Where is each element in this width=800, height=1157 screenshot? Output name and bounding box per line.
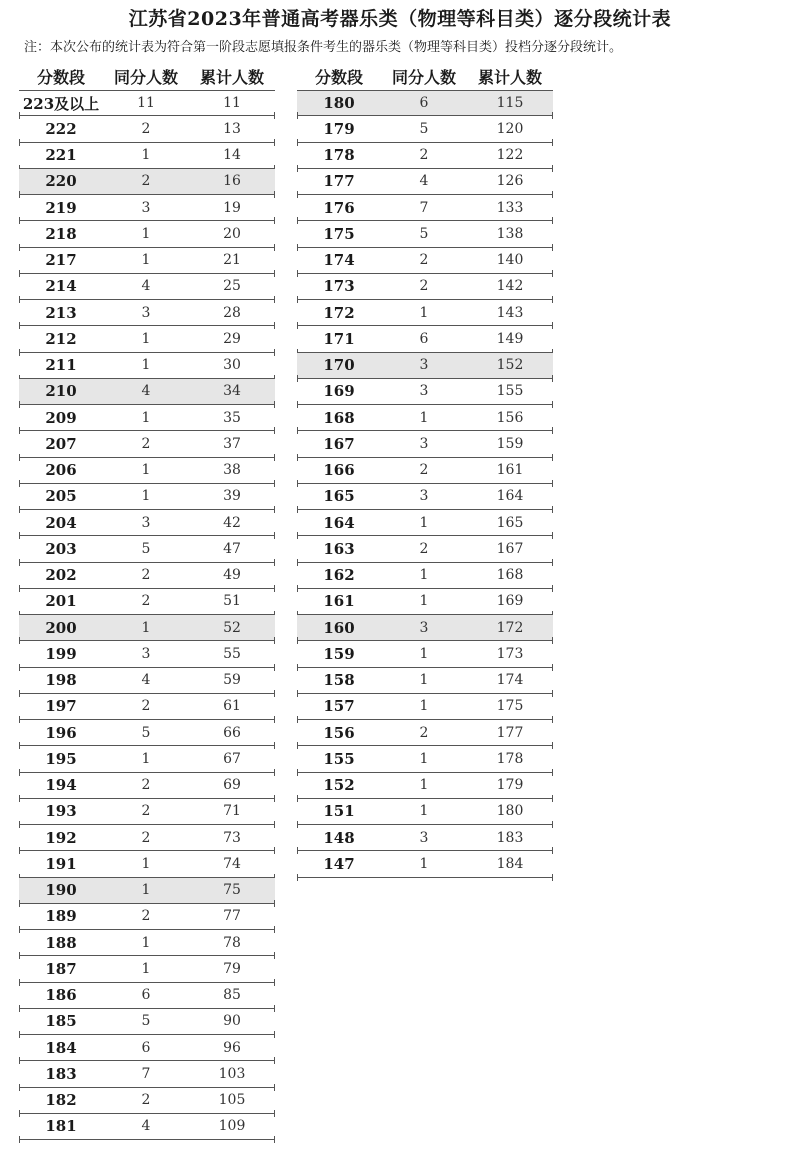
table-row [297,773,553,799]
cumulative-count-cell: 142 [496,278,524,295]
same-count-cell: 2 [141,567,151,584]
same-count-cell: 7 [141,1065,151,1082]
cumulative-count-cell: 38 [223,462,241,479]
cumulative-count-cell: 34 [223,383,241,400]
table-row [297,563,553,589]
same-count-cell: 1 [419,750,429,767]
score-cell: 155 [323,749,355,768]
score-cell: 213 [45,303,77,322]
table-row [19,248,275,274]
cumulative-count-cell: 96 [223,1039,241,1056]
table-row [19,431,275,457]
table-row [19,510,275,536]
table-row [19,195,275,221]
score-cell: 202 [45,566,77,585]
same-count-cell: 6 [419,330,429,347]
same-count-cell: 1 [141,357,151,374]
table-row [19,484,275,510]
table-row [297,379,553,405]
same-count-cell: 2 [419,462,429,479]
same-count-cell: 1 [141,225,151,242]
table-row [19,641,275,667]
cumulative-count-cell: 69 [223,777,241,794]
same-count-cell: 3 [419,357,429,374]
cumulative-count-cell: 140 [496,252,524,269]
score-cell: 172 [323,303,355,322]
same-count-cell: 2 [141,1092,151,1109]
score-cell: 189 [45,907,77,926]
score-cell: 171 [323,329,355,348]
cumulative-count-cell: 51 [223,593,241,610]
cumulative-count-cell: 120 [496,120,524,137]
cumulative-count-cell: 79 [223,960,241,977]
table-row [19,563,275,589]
same-count-cell: 5 [419,120,429,137]
table-note: 注：本次公布的统计表为符合第一阶段志愿填报条件考生的器乐类（物理等科目类）投档分逐分段统计。 [24,40,623,55]
cumulative-count-cell: 49 [223,567,241,584]
table-row [19,956,275,982]
same-count-cell: 5 [141,540,151,557]
score-cell: 180 [323,94,355,113]
score-cell: 173 [323,277,355,296]
table-row [19,536,275,562]
score-cell: 170 [323,356,355,375]
cumulative-count-cell: 19 [223,199,241,216]
same-count-cell: 3 [141,645,151,662]
same-count-cell: 6 [419,95,429,112]
table-row [297,668,553,694]
table-row [19,1088,275,1114]
table-row [19,90,275,116]
header-same-count: 同分人数 [113,67,178,87]
table-row [19,904,275,930]
same-count-cell: 2 [141,777,151,794]
cumulative-count-cell: 149 [496,330,524,347]
table-row [19,405,275,431]
cumulative-count-cell: 85 [223,987,241,1004]
table-row [297,799,553,825]
table-row [19,1009,275,1035]
same-count-cell: 6 [141,987,151,1004]
cumulative-count-cell: 90 [223,1013,241,1030]
table-row [297,458,553,484]
score-cell: 198 [45,671,77,690]
same-count-cell: 4 [141,278,151,295]
same-count-cell: 5 [141,1013,151,1030]
table-row [19,589,275,615]
score-cell: 204 [45,513,77,532]
same-count-cell: 2 [141,908,151,925]
table-row [19,221,275,247]
cumulative-count-cell: 155 [496,383,524,400]
cumulative-count-cell: 71 [223,803,241,820]
table-row [19,615,275,641]
same-count-cell: 4 [141,383,151,400]
same-count-cell: 1 [141,750,151,767]
same-count-cell: 2 [419,724,429,741]
same-count-cell: 1 [419,855,429,872]
cumulative-count-cell: 37 [223,435,241,452]
score-cell: 207 [45,434,77,453]
cumulative-count-cell: 183 [496,829,524,846]
cumulative-count-cell: 143 [496,304,524,321]
table-row [19,983,275,1009]
same-count-cell: 1 [419,803,429,820]
score-cell: 184 [45,1038,77,1057]
same-count-cell: 2 [419,147,429,164]
table-row [297,484,553,510]
table-row [19,668,275,694]
same-count-cell: 1 [419,777,429,794]
table-row [297,405,553,431]
score-cell: 199 [45,644,77,663]
score-cell: 223及以上 [22,94,100,113]
same-count-cell: 2 [141,173,151,190]
table-row [297,510,553,536]
score-cell: 209 [45,408,77,427]
score-cell: 175 [323,224,355,243]
cumulative-count-cell: 35 [223,409,241,426]
score-cell: 176 [323,198,355,217]
cumulative-count-cell: 55 [223,645,241,662]
score-cell: 161 [323,592,355,611]
table-row [19,1061,275,1087]
table-row [297,746,553,772]
cumulative-count-cell: 184 [496,855,524,872]
table-row [297,169,553,195]
table-row [19,458,275,484]
table-row [297,116,553,142]
cumulative-count-cell: 67 [223,750,241,767]
same-count-cell: 1 [419,567,429,584]
same-count-cell: 1 [419,304,429,321]
score-cell: 221 [45,146,77,165]
score-cell: 167 [323,434,355,453]
cumulative-count-cell: 14 [223,147,241,164]
table-row [19,694,275,720]
cumulative-count-cell: 179 [496,777,524,794]
score-cell: 186 [45,986,77,1005]
score-cell: 194 [45,776,77,795]
same-count-cell: 1 [419,672,429,689]
cumulative-count-cell: 28 [223,304,241,321]
score-cell: 183 [45,1064,77,1083]
table-row [19,143,275,169]
cumulative-count-cell: 175 [496,698,524,715]
score-cell: 203 [45,539,77,558]
score-table-left [19,62,275,1140]
same-count-cell: 1 [419,645,429,662]
table-row [19,116,275,142]
same-count-cell: 3 [419,829,429,846]
header-score-range: 分数段 [36,67,85,87]
same-count-cell: 2 [141,120,151,137]
score-cell: 197 [45,697,77,716]
cumulative-count-cell: 105 [218,1092,246,1109]
table-row [297,536,553,562]
cumulative-count-cell: 66 [223,724,241,741]
cumulative-count-cell: 173 [496,645,524,662]
score-cell: 218 [45,224,77,243]
cumulative-count-cell: 13 [223,120,241,137]
cumulative-count-cell: 42 [223,514,241,531]
score-cell: 212 [45,329,77,348]
cumulative-count-cell: 78 [223,934,241,951]
table-row [19,1035,275,1061]
score-cell: 147 [323,854,355,873]
table-row [297,615,553,641]
same-count-cell: 3 [141,304,151,321]
header-cumulative-count: 累计人数 [477,67,542,87]
score-cell: 151 [323,802,355,821]
cumulative-count-cell: 174 [496,672,524,689]
cumulative-count-cell: 133 [496,199,524,216]
same-count-cell: 1 [419,593,429,610]
table-row [19,1114,275,1140]
header-cumulative-count: 累计人数 [199,67,264,87]
score-cell: 163 [323,539,355,558]
score-cell: 174 [323,251,355,270]
table-row [297,825,553,851]
score-cell: 190 [45,881,77,900]
table-row [19,851,275,877]
cumulative-count-cell: 39 [223,488,241,505]
same-count-cell: 1 [419,698,429,715]
same-count-cell: 2 [141,829,151,846]
same-count-cell: 3 [419,488,429,505]
score-cell: 191 [45,854,77,873]
cumulative-count-cell: 52 [223,619,241,636]
table-row [19,773,275,799]
same-count-cell: 1 [141,147,151,164]
score-cell: 206 [45,461,77,480]
table-row [297,221,553,247]
table-row [297,143,553,169]
same-count-cell: 4 [419,173,429,190]
table-row [297,694,553,720]
score-cell: 162 [323,566,355,585]
score-cell: 188 [45,933,77,952]
same-count-cell: 3 [419,383,429,400]
cumulative-count-cell: 59 [223,672,241,689]
cumulative-count-cell: 164 [496,488,524,505]
cumulative-count-cell: 47 [223,540,241,557]
cumulative-count-cell: 20 [223,225,241,242]
header-same-count: 同分人数 [391,67,456,87]
score-cell: 220 [45,172,77,191]
cumulative-count-cell: 138 [496,225,524,242]
score-cell: 169 [323,382,355,401]
score-cell: 148 [323,828,355,847]
cumulative-count-cell: 177 [496,724,524,741]
cumulative-count-cell: 77 [223,908,241,925]
same-count-cell: 2 [419,540,429,557]
score-cell: 166 [323,461,355,480]
same-count-cell: 1 [419,409,429,426]
table-header [297,62,553,90]
table-row [297,300,553,326]
table-row [19,326,275,352]
table-row [297,431,553,457]
table-row [19,720,275,746]
score-cell: 193 [45,802,77,821]
table-row [19,878,275,904]
score-cell: 179 [323,119,355,138]
same-count-cell: 2 [141,593,151,610]
cumulative-count-cell: 25 [223,278,241,295]
same-count-cell: 3 [141,514,151,531]
table-row [19,169,275,195]
score-cell: 217 [45,251,77,270]
score-cell: 185 [45,1012,77,1031]
cumulative-count-cell: 178 [496,750,524,767]
score-cell: 152 [323,776,355,795]
cumulative-count-cell: 30 [223,357,241,374]
same-count-cell: 2 [419,252,429,269]
same-count-cell: 1 [419,514,429,531]
same-count-cell: 2 [141,803,151,820]
cumulative-count-cell: 73 [223,829,241,846]
cumulative-count-cell: 16 [223,173,241,190]
cumulative-count-cell: 180 [496,803,524,820]
cumulative-count-cell: 169 [496,593,524,610]
same-count-cell: 2 [141,435,151,452]
score-cell: 182 [45,1091,77,1110]
score-cell: 156 [323,723,355,742]
score-cell: 196 [45,723,77,742]
same-count-cell: 5 [141,724,151,741]
table-row [297,720,553,746]
cumulative-count-cell: 21 [223,252,241,269]
table-row [297,589,553,615]
same-count-cell: 1 [141,252,151,269]
score-cell: 222 [45,119,77,138]
score-cell: 187 [45,959,77,978]
score-cell: 211 [45,356,77,375]
score-cell: 159 [323,644,355,663]
score-cell: 210 [45,382,77,401]
same-count-cell: 3 [419,435,429,452]
cumulative-count-cell: 168 [496,567,524,584]
cumulative-count-cell: 126 [496,173,524,190]
cumulative-count-cell: 29 [223,330,241,347]
table-row [19,379,275,405]
cumulative-count-cell: 161 [496,462,524,479]
score-cell: 178 [323,146,355,165]
same-count-cell: 1 [141,488,151,505]
table-row [19,300,275,326]
cumulative-count-cell: 109 [218,1118,246,1135]
cumulative-count-cell: 152 [496,357,524,374]
score-cell: 205 [45,487,77,506]
cumulative-count-cell: 156 [496,409,524,426]
cumulative-count-cell: 122 [496,147,524,164]
score-table-right [297,62,553,878]
page-title: 江苏省2023年普通高考器乐类（物理等科目类）逐分段统计表 [128,8,672,30]
table-row [19,930,275,956]
cumulative-count-cell: 74 [223,855,241,872]
same-count-cell: 1 [141,619,151,636]
score-cell: 200 [45,618,77,637]
table-row [297,248,553,274]
score-cell: 192 [45,828,77,847]
table-row [297,326,553,352]
table-row [297,353,553,379]
same-count-cell: 2 [419,278,429,295]
same-count-cell: 7 [419,199,429,216]
table-row [297,851,553,877]
same-count-cell: 6 [141,1039,151,1056]
score-cell: 219 [45,198,77,217]
score-cell: 201 [45,592,77,611]
cumulative-count-cell: 103 [218,1065,246,1082]
cumulative-count-cell: 115 [496,95,524,112]
cumulative-count-cell: 11 [223,95,241,112]
same-count-cell: 3 [141,199,151,216]
same-count-cell: 4 [141,672,151,689]
score-cell: 195 [45,749,77,768]
score-cell: 158 [323,671,355,690]
cumulative-count-cell: 167 [496,540,524,557]
cumulative-count-cell: 165 [496,514,524,531]
score-cell: 168 [323,408,355,427]
same-count-cell: 11 [137,95,155,112]
same-count-cell: 2 [141,698,151,715]
table-row [19,353,275,379]
same-count-cell: 1 [141,409,151,426]
score-cell: 181 [45,1117,77,1136]
cumulative-count-cell: 172 [496,619,524,636]
same-count-cell: 1 [141,462,151,479]
same-count-cell: 1 [141,330,151,347]
table-row [19,746,275,772]
same-count-cell: 1 [141,882,151,899]
score-cell: 157 [323,697,355,716]
table-row [19,825,275,851]
table-row [19,799,275,825]
same-count-cell: 1 [141,934,151,951]
table-row [297,90,553,116]
score-cell: 165 [323,487,355,506]
cumulative-count-cell: 61 [223,698,241,715]
score-cell: 177 [323,172,355,191]
table-row [19,274,275,300]
table-header [19,62,275,90]
same-count-cell: 4 [141,1118,151,1135]
cumulative-count-cell: 159 [496,435,524,452]
score-cell: 214 [45,277,77,296]
table-row [297,641,553,667]
score-cell: 164 [323,513,355,532]
table-row [297,274,553,300]
header-score-range: 分数段 [314,67,363,87]
same-count-cell: 5 [419,225,429,242]
same-count-cell: 1 [141,960,151,977]
cumulative-count-cell: 75 [223,882,241,899]
score-cell: 160 [323,618,355,637]
same-count-cell: 1 [141,855,151,872]
table-row [297,195,553,221]
same-count-cell: 3 [419,619,429,636]
